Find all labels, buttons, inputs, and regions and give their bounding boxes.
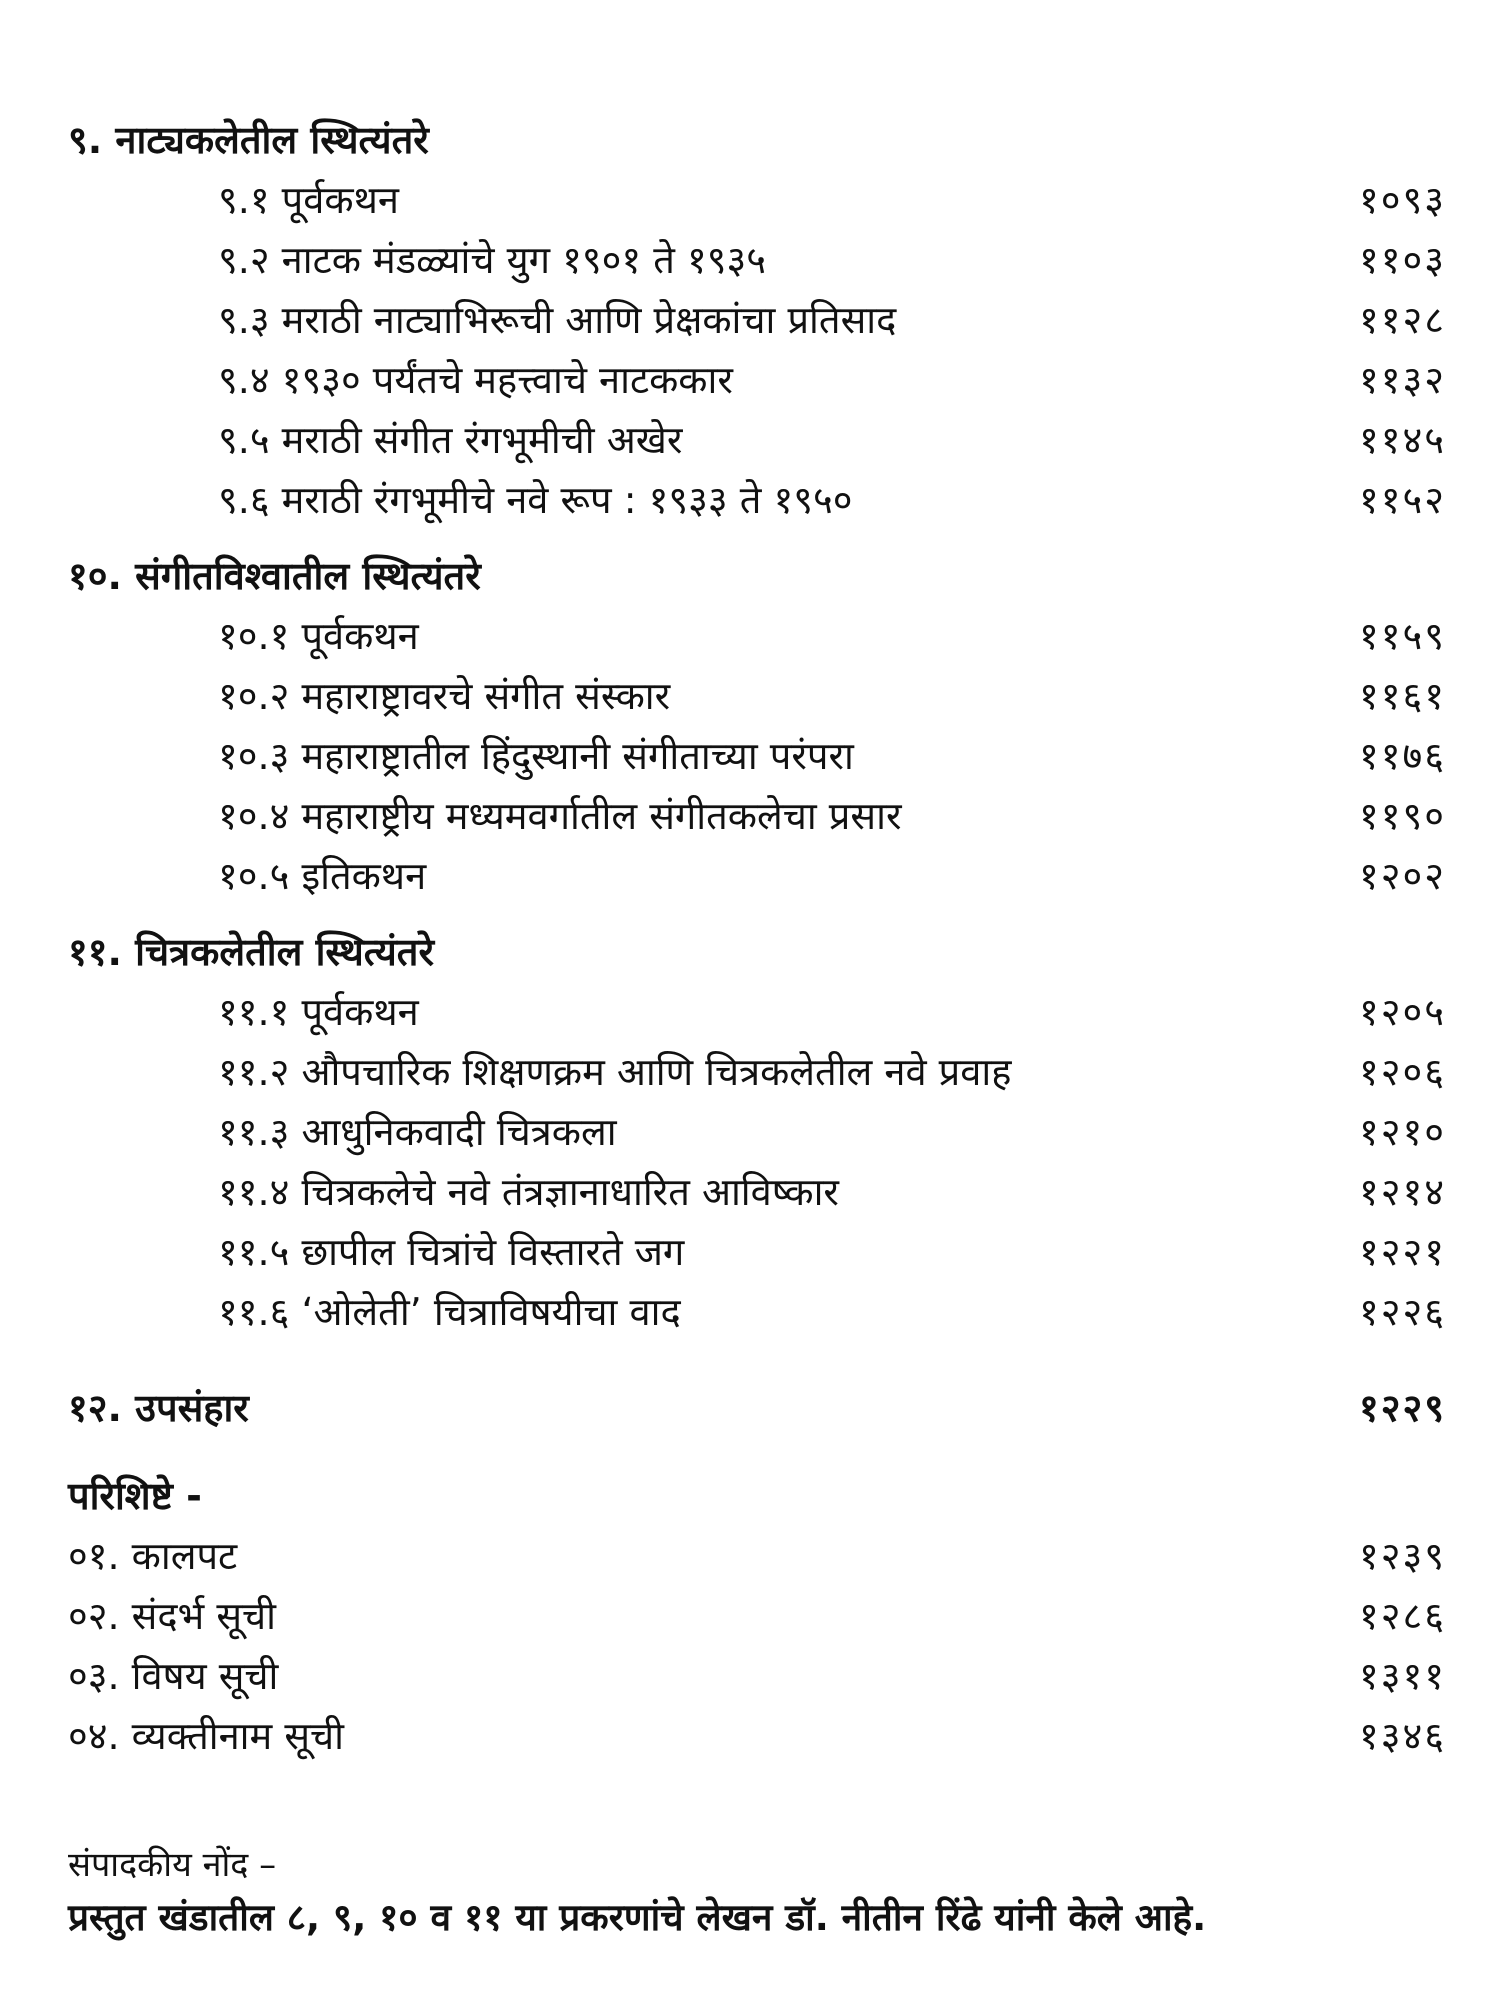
section-entry-label: १०.५ इतिकथन xyxy=(218,854,427,898)
section-entry-label: १०.३ महाराष्ट्रातील हिंदुस्थानी संगीताच्या परंपरा xyxy=(218,734,854,778)
section-entry-label: १०.१ पूर्वकथन xyxy=(218,614,419,658)
editorial-note-label: संपादकीय नोंद – xyxy=(68,1845,277,1885)
section-entry xyxy=(68,350,1446,410)
section-entry xyxy=(68,1282,1446,1342)
chapter-heading xyxy=(68,1378,1446,1438)
appendix-entry-label: ०३. विषय सूची xyxy=(68,1654,279,1698)
chapter-heading xyxy=(68,110,1446,170)
section-entry-page-number: ११३२ xyxy=(1358,358,1446,402)
section-entry xyxy=(68,470,1446,530)
section-entry-page-number: ११६१ xyxy=(1358,674,1446,718)
appendix-entry xyxy=(68,1526,1446,1586)
appendix-entry-page-number: १२३९ xyxy=(1358,1534,1446,1578)
section-entry-label: ११.६ ‘ओलेती’ चित्राविषयीचा वाद xyxy=(218,1290,681,1334)
section-entry xyxy=(68,786,1446,846)
table-of-contents xyxy=(68,110,1446,1438)
section-entry-label: ९.१ पूर्वकथन xyxy=(218,178,399,222)
chapter-heading xyxy=(68,546,1446,606)
section-entry xyxy=(68,666,1446,726)
section-entry-label: ९.२ नाटक मंडळ्यांचे युग १९०१ ते १९३५ xyxy=(218,238,767,282)
section-entry-page-number: १२२६ xyxy=(1358,1290,1446,1334)
chapter-title: ११. चित्रकलेतील स्थित्यंतरे xyxy=(68,930,434,974)
section-entry-page-number: १२०५ xyxy=(1358,990,1446,1034)
section-entry xyxy=(68,726,1446,786)
chapter-title: ९. नाट्यकलेतील स्थित्यंतरे xyxy=(68,118,429,162)
section-entry-label: १०.४ महाराष्ट्रीय मध्यमवर्गातील संगीतकलेचा प्रसार xyxy=(218,794,902,838)
section-entry-page-number: ११४५ xyxy=(1358,418,1446,462)
section-entry-page-number: ११५२ xyxy=(1358,478,1446,522)
section-entry-label: ११.५ छापील चित्रांचे विस्तारते जग xyxy=(218,1230,685,1274)
section-entry xyxy=(68,846,1446,906)
section-entry xyxy=(68,1042,1446,1102)
appendix-title: परिशिष्टे - xyxy=(68,1474,202,1518)
section-entry xyxy=(68,410,1446,470)
section-entry xyxy=(68,290,1446,350)
chapter-page-number: १२२९ xyxy=(1358,1386,1446,1430)
section-entry-page-number: ११७६ xyxy=(1358,734,1446,778)
section-entry-page-number: ११०३ xyxy=(1358,238,1446,282)
section-entry xyxy=(68,1102,1446,1162)
appendix-entry xyxy=(68,1646,1446,1706)
section-entry-label: ९.५ मराठी संगीत रंगभूमीची अखेर xyxy=(218,418,683,462)
appendix-entry-page-number: १३११ xyxy=(1358,1654,1446,1698)
section-entry-page-number: १२०२ xyxy=(1358,854,1446,898)
chapter-title: १०. संगीतविश्वातील स्थित्यंतरे xyxy=(68,554,481,598)
chapter-block xyxy=(68,110,1446,530)
chapter-heading xyxy=(68,922,1446,982)
appendix-entry-label: ०१. कालपट xyxy=(68,1534,238,1578)
section-entry-page-number: १२१० xyxy=(1358,1110,1446,1154)
section-entry xyxy=(68,230,1446,290)
appendix-entry xyxy=(68,1706,1446,1766)
section-entry-label: १०.२ महाराष्ट्रावरचे संगीत संस्कार xyxy=(218,674,671,718)
section-entry-label: ११.४ चित्रकलेचे नवे तंत्रज्ञानाधारित आविष्कार xyxy=(218,1170,839,1214)
editorial-note-text: प्रस्तुत खंडातील ८, ९, १० व ११ या प्रकरणांचे लेखन डॉ. नीतीन रिंढे यांनी केले आहे. xyxy=(68,1896,1207,1939)
section-entry-label: ९.६ मराठी रंगभूमीचे नवे रूप : १९३३ ते १९५० xyxy=(218,478,853,522)
section-entry xyxy=(68,982,1446,1042)
section-entry-label: ११.२ औपचारिक शिक्षणक्रम आणि चित्रकलेतील नवे प्रवाह xyxy=(218,1050,1012,1094)
section-entry-label: ९.४ १९३० पर्यंतचे महत्त्वाचे नाटककार xyxy=(218,358,733,402)
section-entry-label: ११.३ आधुनिकवादी चित्रकला xyxy=(218,1110,617,1154)
section-entry-page-number: ११५९ xyxy=(1358,614,1446,658)
chapter-block xyxy=(68,1378,1446,1438)
appendix-list xyxy=(68,1526,1446,1766)
section-entry-page-number: ११२८ xyxy=(1358,298,1446,342)
section-entry-page-number: १२०६ xyxy=(1358,1050,1446,1094)
section-entry-label: ९.३ मराठी नाट्याभिरूची आणि प्रेक्षकांचा प्रतिसाद xyxy=(218,298,897,342)
section-entry-label: ११.१ पूर्वकथन xyxy=(218,990,419,1034)
section-entry-page-number: ११९० xyxy=(1358,794,1446,838)
chapter-block xyxy=(68,546,1446,906)
chapter-title: १२. उपसंहार xyxy=(68,1386,249,1430)
section-entry-page-number: १०९३ xyxy=(1358,178,1446,222)
appendix-heading xyxy=(68,1466,1446,1526)
appendix-entry-label: ०४. व्यक्तीनाम सूची xyxy=(68,1714,344,1758)
appendix-entry-page-number: १२८६ xyxy=(1358,1594,1446,1638)
section-entry xyxy=(68,606,1446,666)
appendix-entry-label: ०२. संदर्भ सूची xyxy=(68,1594,276,1638)
chapter-block xyxy=(68,922,1446,1342)
section-entry-page-number: १२२१ xyxy=(1358,1230,1446,1274)
section-entry xyxy=(68,1222,1446,1282)
section-entry-page-number: १२१४ xyxy=(1358,1170,1446,1214)
section-entry xyxy=(68,170,1446,230)
section-entry xyxy=(68,1162,1446,1222)
appendix-entry-page-number: १३४६ xyxy=(1358,1714,1446,1758)
appendix-entry xyxy=(68,1586,1446,1646)
